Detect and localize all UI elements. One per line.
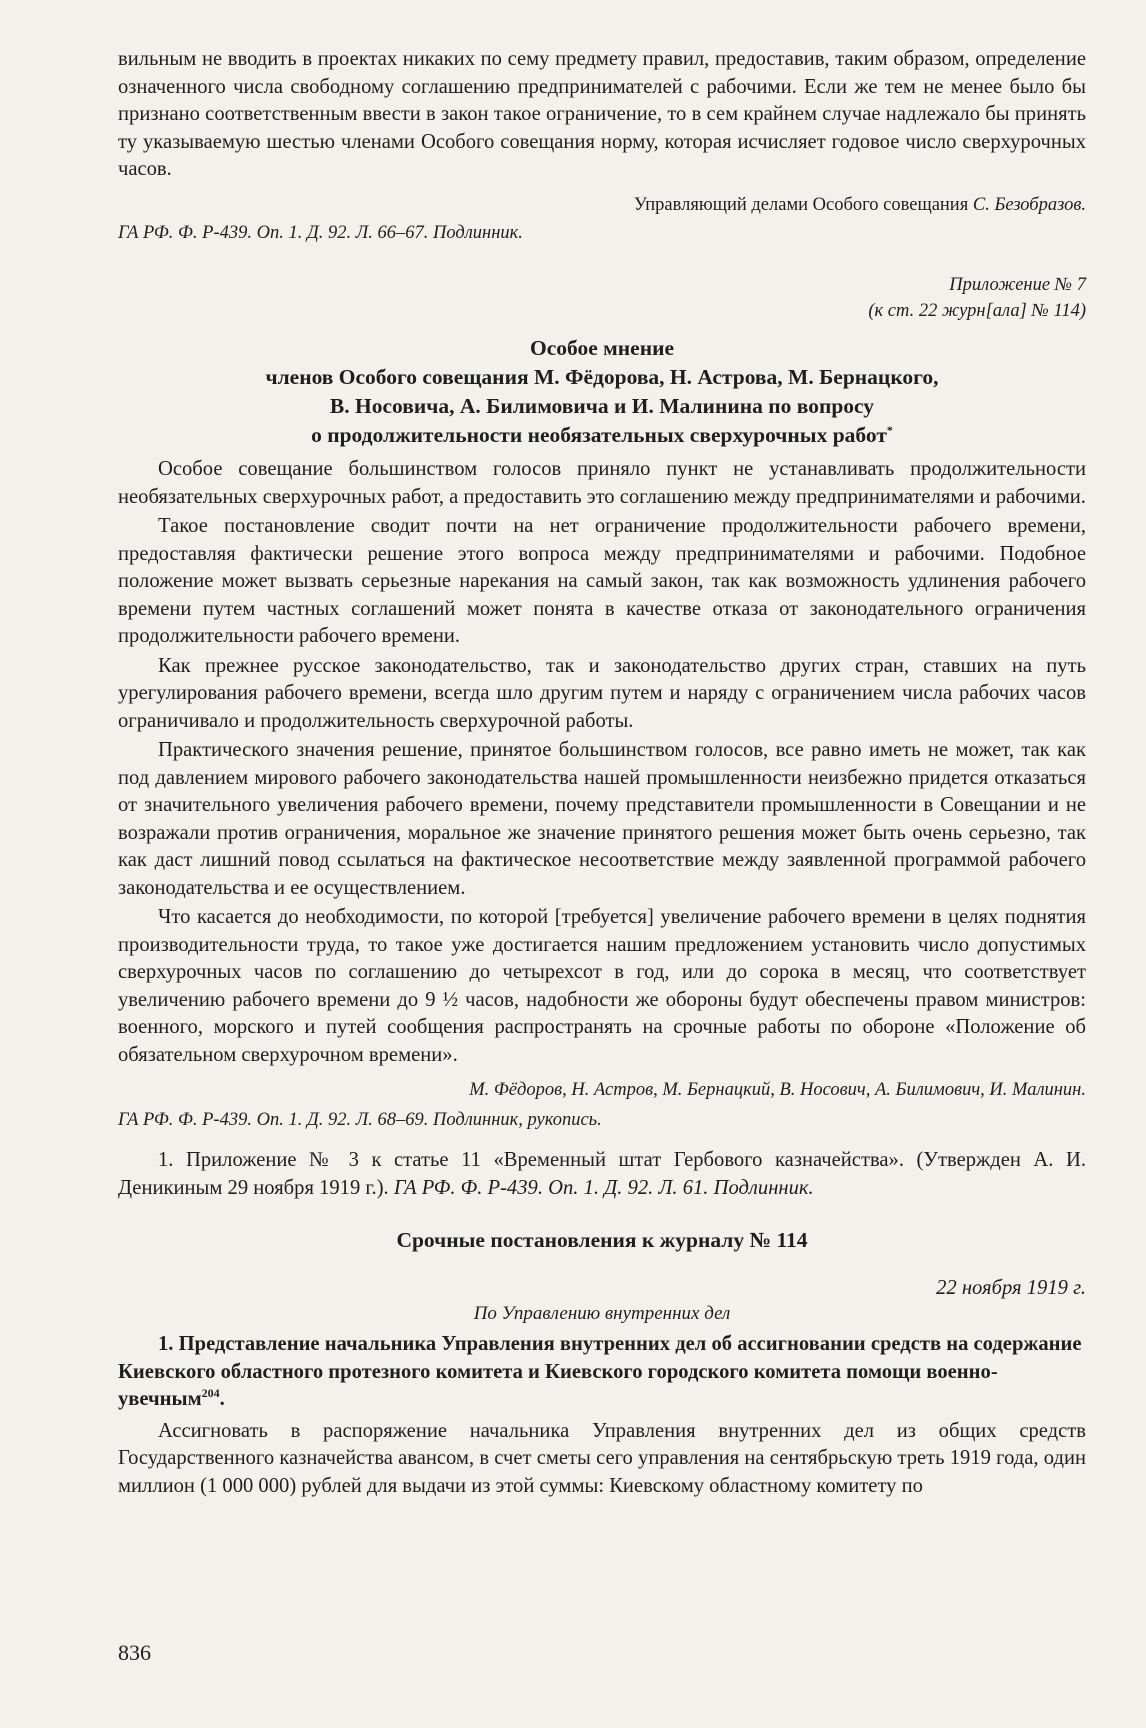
opinion-title-line4 [118,421,1086,450]
opinion-paragraph: Что касается до необходимости, по которой [требуется] увеличение рабочего времени в целях поднятия производительности труда, то такое уже достигается нашим предложением установить число допустимых сверхурочных часов по соглашению до четырехсот в год, или до сорока в месяц, что соответствует увеличению рабочего времени до 9 ½ часов, надобности же обороны будут обеспечены правом министров: военного, морского и путей сообщения распространять на срочные работы по обороне «Положение об обязательном сверхурочном времени». [118,906,1086,1066]
urgent-section: По Управлению внутренних дел [473,1303,731,1324]
signature-official [118,192,1086,218]
opinion-title-line3: В. Носовича, А. Билимовича и И. Малинина по вопросу [329,394,875,418]
opinion-body [118,456,1086,1069]
title-footnote-mark: * [886,422,893,437]
signature-name: С. Безобразов. [972,195,1086,215]
item-1-footnote: 204 [201,1386,220,1401]
note-1 [118,1147,1086,1202]
urgent-resolutions-title: Срочные постановления к журналу № 114 [396,1228,808,1252]
opinion-signatures: М. Фёдоров, Н. Астров, М. Бернацкий, В. Носович, А. Билимович, И. Малинин. [469,1080,1086,1100]
opinion-title-line1: Особое мнение [529,336,675,360]
document-page [118,46,1086,1500]
opinion-title [118,334,1086,450]
archive-source-2: ГА РФ. Ф. Р-439. Оп. 1. Д. 92. Л. 68–69. Подлинник, рукопись. [118,1110,602,1130]
appendix-reference: (к ст. 22 журн[ала] № 114) [868,301,1086,321]
opinion-paragraph: Практического значения решение, принятое большинством голосов, все равно иметь не может, так как под давлением мирового рабочего законодательства нашей промышленности неизбежно придется отказаться от значительного увеличения рабочего времени, почему представители промышленности в Совещании и не возражали против ограничения, моральное же значение принятого решения может быть очень серьезно, так как даст лишний повод ссылаться на фактическое несоответствие между заявленной программой рабочего законодательства и ее осуществлением. [118,739,1086,899]
appendix-label: Приложение № 7 [949,275,1086,295]
urgent-date: 22 ноября 1919 г. [936,1277,1086,1299]
note-1-source: ГА РФ. Ф. Р-439. Оп. 1. Д. 92. Л. 61. Подлинник. [393,1176,814,1199]
archive-source-1: ГА РФ. Ф. Р-439. Оп. 1. Д. 92. Л. 66–67. Подлинник. [118,223,523,243]
note-1-text: 1. Приложение № 3 к статье 11 «Временный штат Гербового казначейства». (Утвержден А. И. Деникиным 29 ноября 1919 г.). [118,1149,1086,1199]
page-number: 836 [118,1640,151,1665]
top-paragraph: вильным не вводить в проектах никаких по сему предмету правил, предоставив, таким образом, определение означенного числа свободному соглашению предпринимателей с рабочими. Если же тем не менее было бы признано соответственным ввести в закон такое ограничение, то в сем крайнем случае надлежало бы принять ту указываемую шестью членами Особого совещания норму, которая исчисляет годовое число сверхурочных часов. [118,48,1086,180]
opinion-paragraph: Такое постановление сводит почти на нет ограничение продолжительности рабочего времени, предоставляя фактически решение этого вопроса между предпринимателями и рабочими. Подобное положение может вызвать серьезные нарекания на самый закон, так как возможность удлинения рабочего времени путем частных соглашений может понята в качестве отказа от законодательного ограничения продолжительности рабочего времени. [118,515,1086,647]
opinion-title-line4-text: о продолжительности необязательных сверхурочных работ [311,423,887,447]
signature-position: Управляющий делами Особого совещания [633,195,969,215]
opinion-paragraph: Особое совещание большинством голосов приняло пункт не устанавливать продолжительности необязательных сверхурочных работ, а предоставить это соглашению между предпринимателями и рабочими. [118,458,1086,508]
item-1-text: Ассигновать в распоряжение начальника Управления внутренних дел из общих средств Государственного казначейства авансом, в счет сметы сего управления на сентябрьскую треть 1919 года, один миллион (1 000 000) рублей для выдачи из этой суммы: Киевскому областному комитету по [118,1419,1086,1497]
item-1-title-text: 1. Представление начальника Управления внутренних дел об ассигновании средств на содержание Киевского областного протезного комитета и Киевского городского комитета помощи военно-увечным [118,1333,1082,1410]
opinion-title-line2: членов Особого совещания М. Фёдорова, Н. Астрова, М. Бернацкого, [265,365,939,389]
item-1-title: 1. Представление начальника Управления внутренних дел об ассигновании средств на содержание Киевского областного протезного комитета и Киевского городского комитета помощи военно-увечным$^{204}$. [118,1333,1082,1410]
opinion-paragraph: Как прежнее русское законодательство, так и законодательство других стран, ставших на путь урегулирования рабочего времени, всегда шло другим путем и наряду с ограничением числа рабочих часов ограничивало и продолжительность сверхурочной работы. [118,654,1086,732]
